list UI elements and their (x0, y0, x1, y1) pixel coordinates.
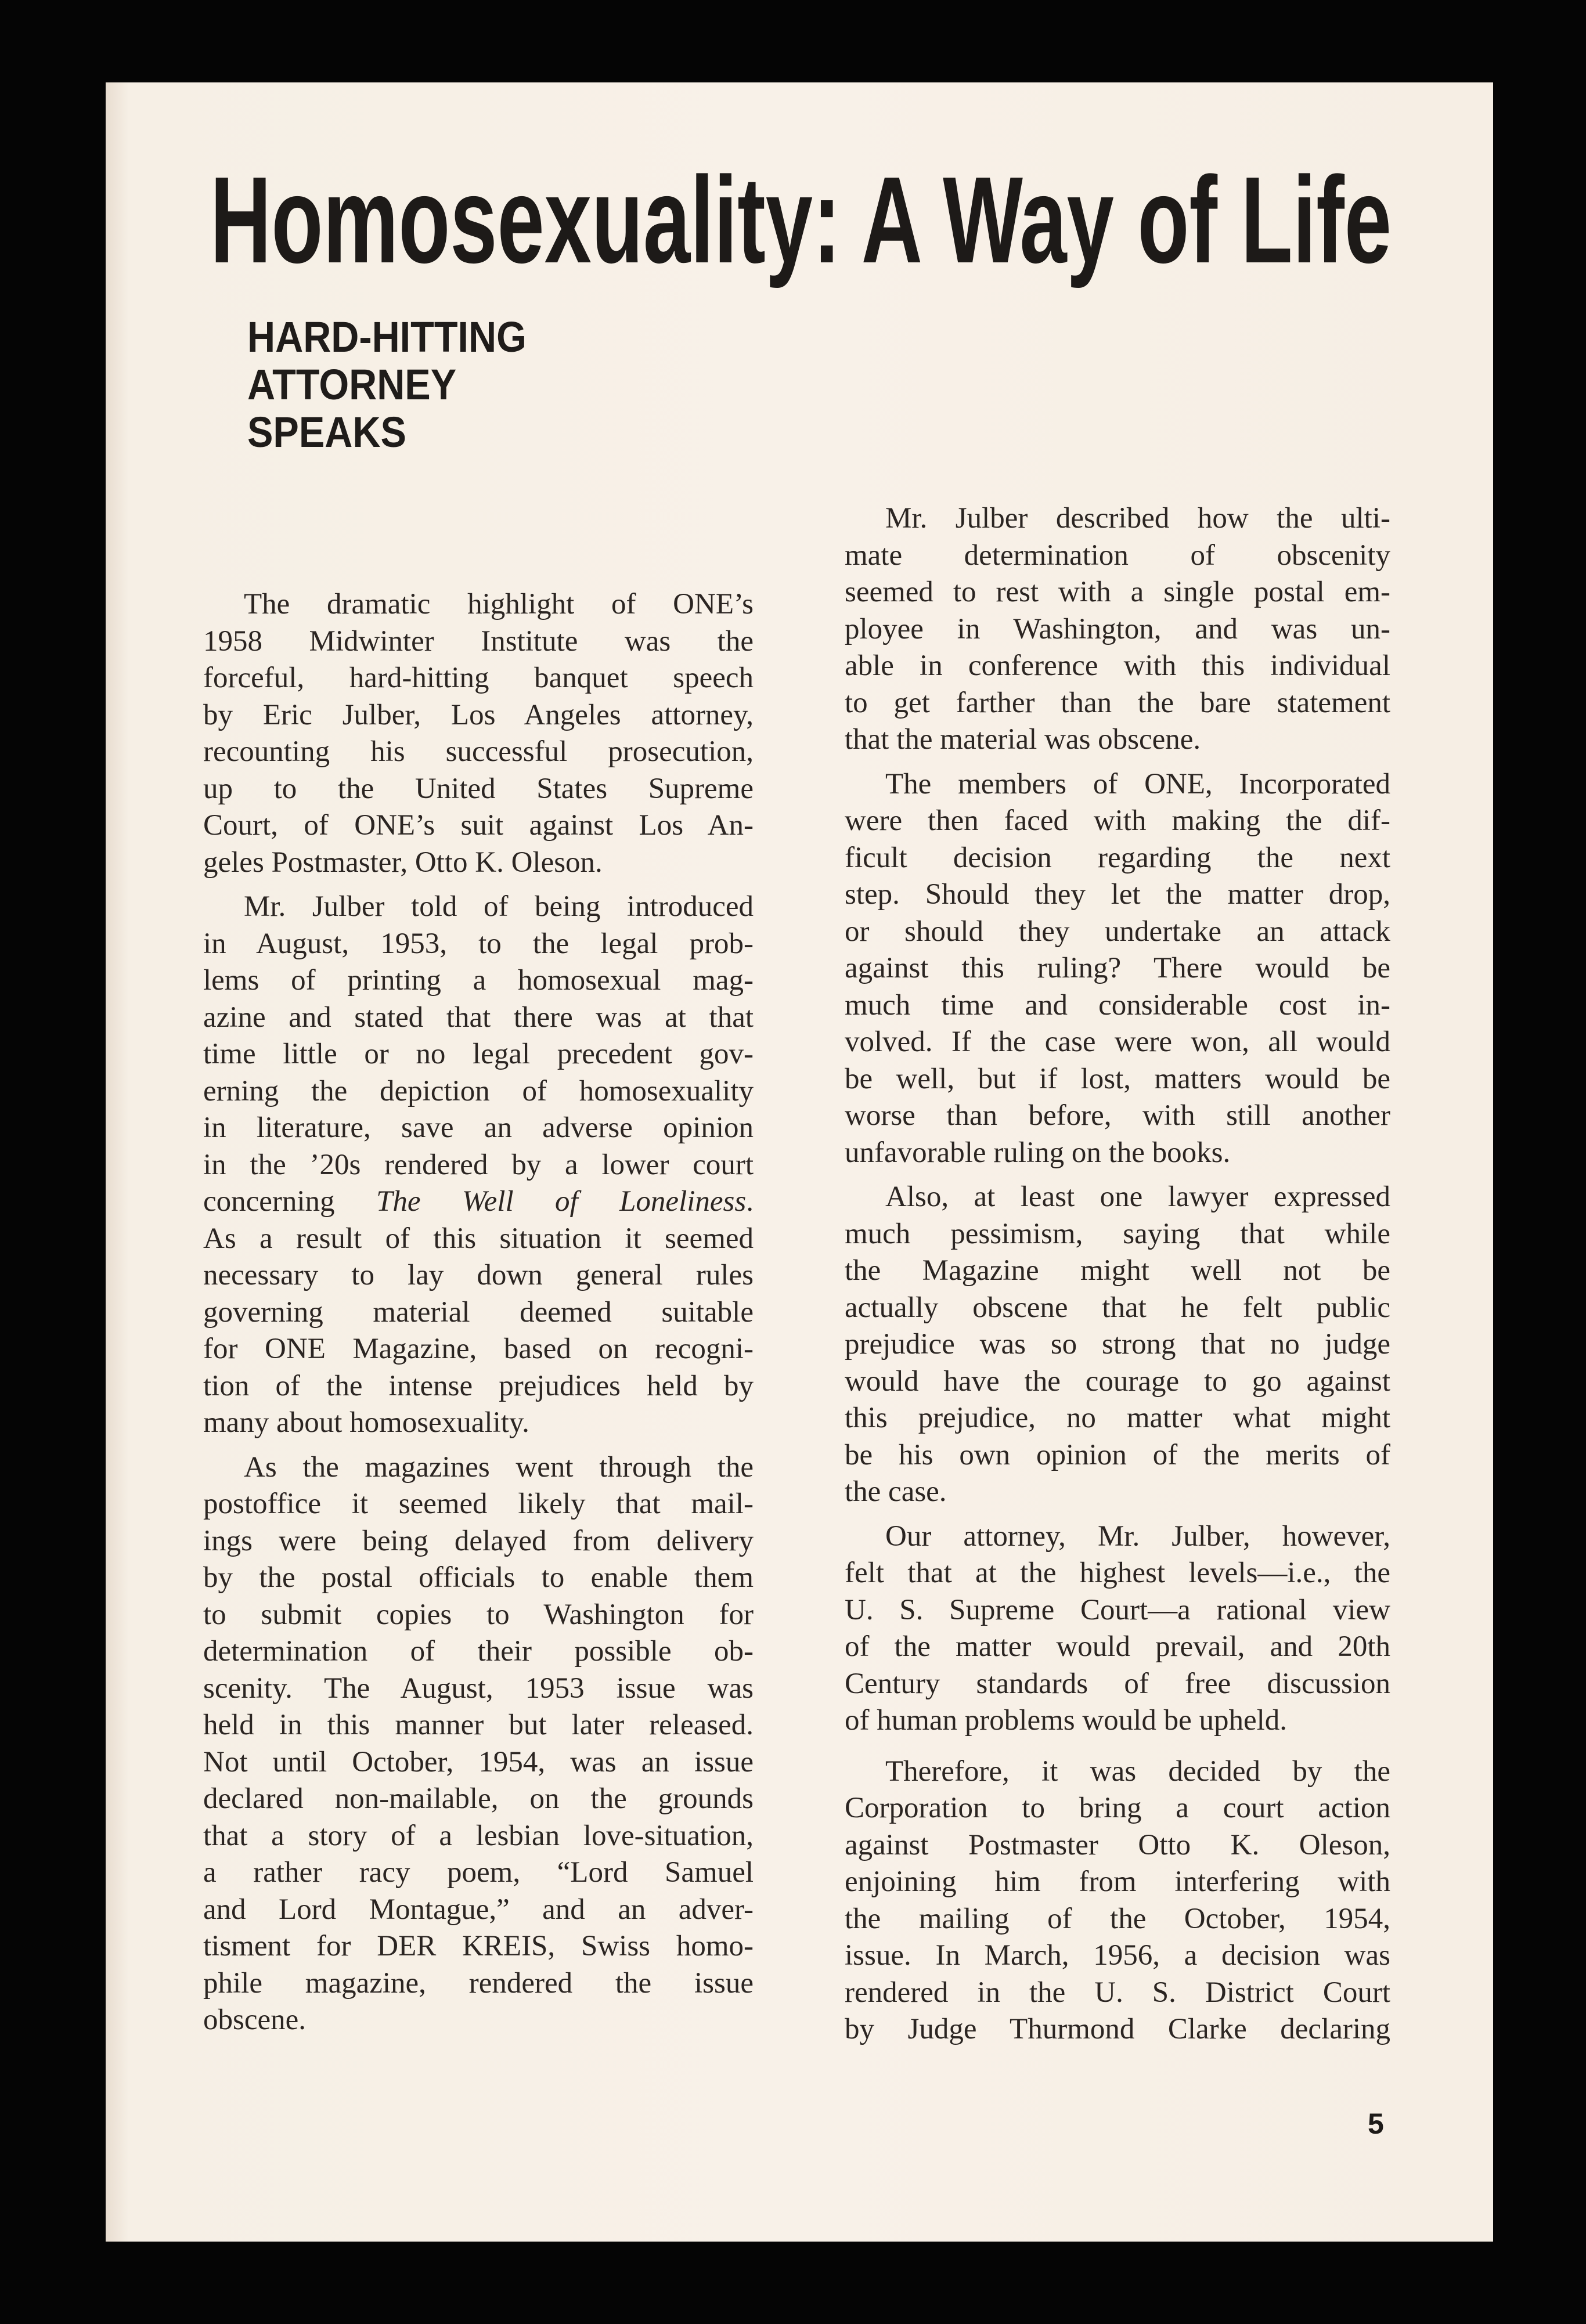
text-line: held in this manner but later released. (203, 1709, 754, 1741)
text-line: obscene. (203, 2004, 307, 2036)
text-line: postoffice it seemed likely that mail- (203, 1488, 754, 1520)
text-line: As a result of this situation it seemed (203, 1222, 754, 1255)
text-line: Century standards of free discussion (845, 1667, 1390, 1700)
text-line: ficult decision regarding the next (845, 841, 1390, 874)
text-line: Mr. Julber told of being introduced (244, 890, 754, 923)
text-line: enjoining him from interfering with (845, 1865, 1390, 1898)
paragraph (845, 1518, 1390, 1740)
text-line: The members of ONE, Incorporated (885, 767, 1390, 800)
text-line: in literature, save an adverse opinion (203, 1112, 754, 1144)
text-line: in August, 1953, to the legal prob- (203, 927, 754, 960)
text-line: recounting his successful prosecution, (203, 735, 754, 768)
left-text-column (203, 586, 754, 2039)
text-line: much time and considerable cost in- (845, 988, 1390, 1022)
text-line: ployee in Washington, and was un- (845, 612, 1390, 645)
text-line: this prejudice, no matter what might (845, 1402, 1390, 1434)
text-line: the case. (845, 1475, 947, 1508)
text-line: many about homosexuality. (203, 1406, 529, 1439)
text-line: Therefore, it was decided by the (885, 1755, 1390, 1788)
text-line: by the postal officials to enable them (203, 1561, 754, 1594)
text-line: against this ruling? There would be (845, 952, 1390, 984)
text-line: U. S. Supreme Court—a rational view (845, 1593, 1390, 1626)
text-line: or should they undertake an attack (845, 915, 1390, 948)
book-title: The Well of Loneliness (376, 1185, 747, 1218)
text-line: be well, but if lost, matters would be (845, 1062, 1390, 1095)
text-line: much pessimism, saying that while (845, 1217, 1390, 1250)
text-line: by Eric Julber, Los Angeles attorney, (203, 698, 754, 731)
text-line: The dramatic highlight of ONE’s (244, 588, 754, 620)
text-line: felt that at the highest levels—i.e., the (845, 1557, 1390, 1589)
subtitle-line: SPEAKS (247, 408, 406, 456)
text-line: and Lord Montague,” and an adver- (203, 1893, 754, 1926)
text-line: time little or no legal precedent gov- (203, 1038, 754, 1070)
right-text-column (845, 500, 1390, 2048)
text-line: the mailing of the October, 1954, (845, 1902, 1390, 1935)
text-line: seemed to rest with a single postal em- (845, 576, 1390, 608)
text-line: Mr. Julber described how the ulti- (885, 502, 1390, 535)
text-line: phile magazine, rendered the issue (203, 1966, 754, 2000)
text-line: up to the United States Supreme (203, 772, 754, 805)
paragraph (203, 586, 754, 881)
text-line: Our attorney, Mr. Julber, however, (885, 1520, 1390, 1553)
text-line: be his own opinion of the merits of (845, 1438, 1390, 1471)
subtitle-line: HARD-HITTING (247, 313, 527, 361)
text-line: unfavorable ruling on the books. (845, 1136, 1231, 1169)
text-line: worse than before, with still another (845, 1099, 1390, 1132)
text-line: Corporation to bring a court action (845, 1792, 1390, 1824)
text-line: lems of printing a homosexual mag- (203, 964, 754, 997)
text-line: would have the courage to go against (845, 1365, 1390, 1398)
text-line: erning the depiction of homosexuality (203, 1074, 754, 1107)
text-line: azine and stated that there was at that (203, 1001, 754, 1034)
paragraph (845, 500, 1390, 759)
text-line: mate determination of obscenity (845, 539, 1390, 572)
text-line: of human problems would be upheld. (845, 1704, 1288, 1737)
text-line: Not until October, 1954, was an issue (203, 1745, 754, 1778)
text-line: able in conference with this individual (845, 649, 1390, 682)
text-line: step. Should they let the matter drop, (845, 878, 1390, 911)
text-line: to get farther than the bare statement (845, 686, 1390, 719)
text-line: As the magazines went through the (244, 1450, 754, 1484)
text-line: prejudice was so strong that no judge (845, 1328, 1390, 1361)
text-line: were then faced with making the dif- (845, 804, 1390, 837)
page-number: 5 (1368, 2108, 1384, 2140)
text-line: tisment for DER KREIS, Swiss homo- (203, 1930, 754, 1962)
text-line: by Judge Thurmond Clarke declaring (845, 2013, 1390, 2045)
paragraph (845, 1179, 1390, 1511)
text-line: 1958 Midwinter Institute was the (203, 625, 754, 658)
text-line: Court, of ONE’s suit against Los An- (203, 809, 754, 842)
subtitle-line: ATTORNEY (247, 360, 457, 409)
text-line: governing material deemed suitable (203, 1295, 754, 1329)
text-line: to submit copies to Washington for (203, 1598, 754, 1631)
text-line: rendered in the U. S. District Court (845, 1976, 1390, 2009)
text-line: the Magazine might well not be (845, 1254, 1390, 1287)
text-line: tion of the intense prejudices held by (203, 1369, 754, 1402)
text-line: Also, at least one lawyer expressed (885, 1181, 1390, 1213)
text-line: against Postmaster Otto K. Oleson, (845, 1828, 1390, 1861)
text-line: that the material was obscene. (845, 723, 1201, 756)
paragraph (203, 1449, 754, 2039)
text-line: a rather racy poem, “Lord Samuel (203, 1856, 754, 1889)
text-line: ings were being delayed from delivery (203, 1524, 754, 1557)
paragraph (845, 1753, 1390, 2048)
text-line: declared non-mailable, on the grounds (203, 1782, 754, 1815)
article-title-text: Homosexuality: A Way of Life (210, 158, 1392, 288)
text-line: volved. If the case were won, all would (845, 1026, 1390, 1058)
text-line: forceful, hard-hitting banquet speech (203, 662, 754, 694)
paragraph (845, 766, 1390, 1172)
article-subtitle (247, 313, 527, 456)
text-line: determination of their possible ob- (203, 1635, 754, 1668)
text-line: actually obscene that he felt public (845, 1291, 1390, 1324)
paragraph (203, 889, 754, 1442)
text-line: scenity. The August, 1953 issue was (203, 1672, 754, 1705)
text-line: concerning The Well of Loneliness. (203, 1185, 754, 1218)
text-line: issue. In March, 1956, a decision was (845, 1939, 1390, 1972)
text-line: in the ’20s rendered by a lower court (203, 1148, 754, 1181)
text-line: that a story of a lesbian love-situation, (203, 1819, 754, 1852)
text-line: necessary to lay down general rules (203, 1259, 754, 1291)
article-title (210, 158, 1394, 291)
text-line: of the matter would prevail, and 20th (845, 1630, 1390, 1663)
text-line: geles Postmaster, Otto K. Oleson. (203, 846, 603, 879)
text-line: for ONE Magazine, based on recogni- (203, 1333, 754, 1365)
